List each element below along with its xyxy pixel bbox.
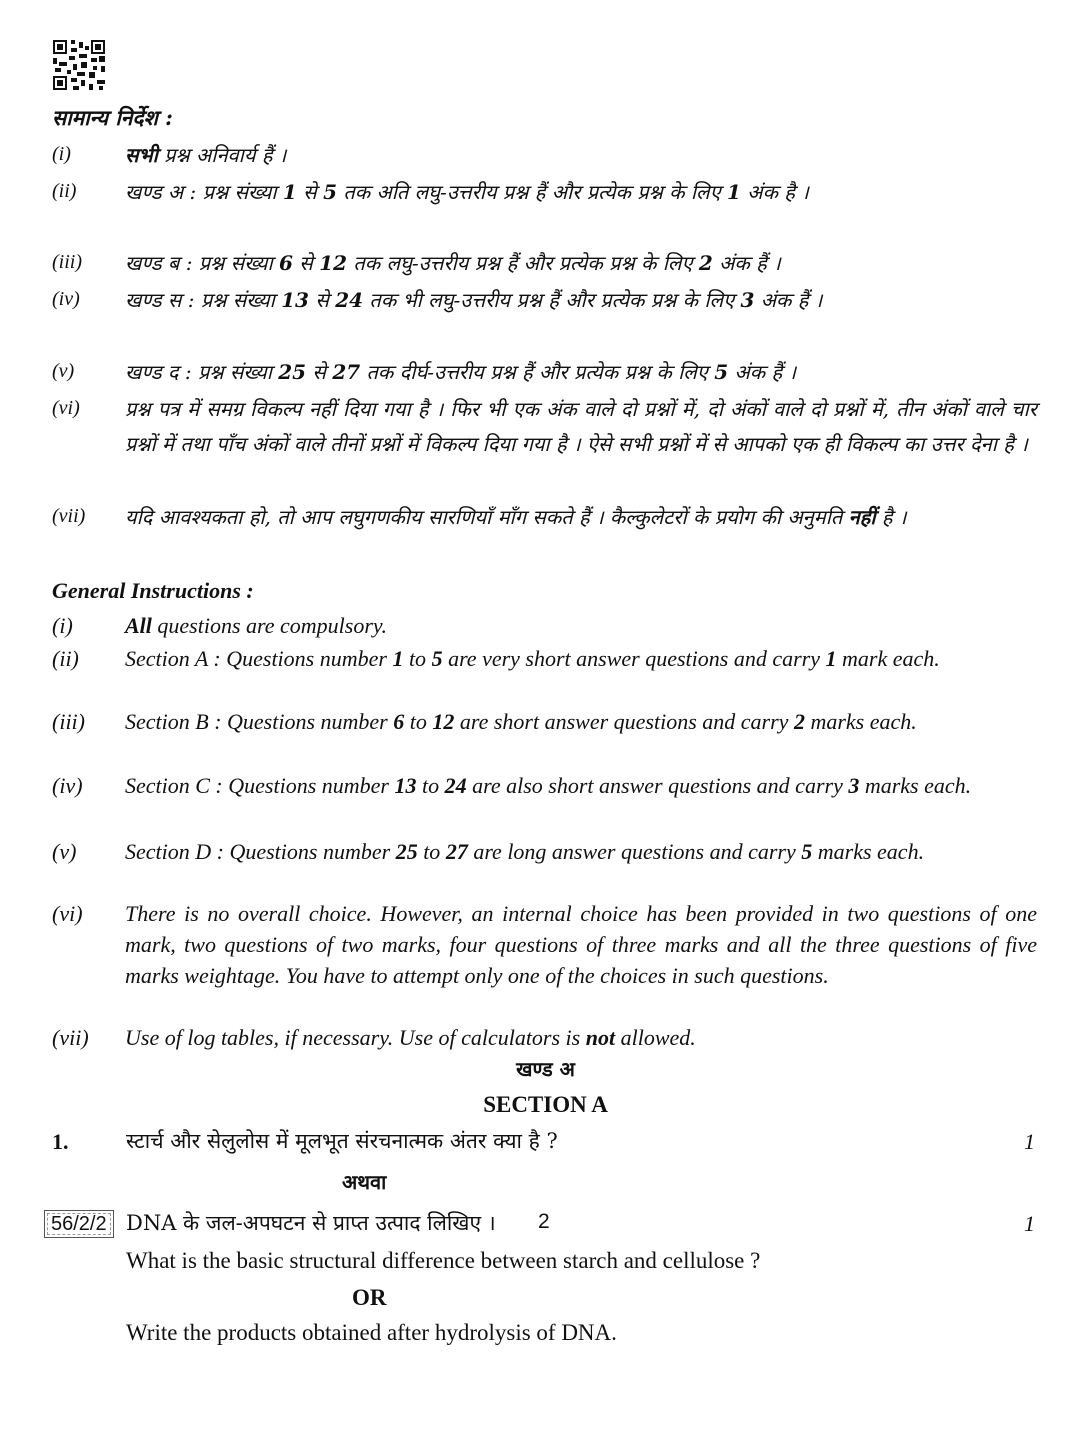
instruction-text: All questions are compulsory.	[125, 613, 387, 638]
hi-instruction-item	[52, 283, 1037, 318]
question-hindi-marks: 1	[1024, 1129, 1035, 1154]
instruction-text: Section D : Questions number 25 to 27 are long answer questions and carry 5 marks each.	[125, 839, 925, 864]
instruction-text: खण्ड स : प्रश्न संख्या 13 से 24 तक भी लघु-उत्तरीय प्रश्न हैं और प्रत्येक प्रश्न के लिए 3 अंक हैं ।	[125, 288, 823, 312]
hi-instruction-item	[52, 355, 1037, 390]
section-heading-hindi: खण्ड अ	[516, 1057, 575, 1081]
instruction-text: Section B : Questions number 6 to 12 are short answer questions and carry 2 marks each.	[125, 709, 917, 734]
instruction-number: (v)	[52, 360, 75, 382]
or-hindi: अथवा	[342, 1170, 387, 1194]
instruction-text: There is no overall choice. However, an internal choice has been provided in two questions of one mark, two questions of two marks, four questions of three marks and all the three questions of five marks weightage. You have to attempt only one of the choices in such questions.	[125, 901, 1037, 988]
instruction-text: खण्ड ब : प्रश्न संख्या 6 से 12 तक लघु-उत्तरीय प्रश्न हैं और प्रत्येक प्रश्न के लिए 2 अंक हैं ।	[125, 251, 781, 275]
instruction-text: खण्ड अ : प्रश्न संख्या 1 से 5 तक अति लघु-उत्तरीय प्रश्न हैं और प्रत्येक प्रश्न के लिए 1 अंक है ।	[125, 180, 809, 204]
en-instruction-item	[52, 1022, 1037, 1053]
instruction-text: यदि आवश्यकता हो, तो आप लघुगणकीय सारणियाँ माँग सकते हैं । कैल्कुलेटरों के प्रयोग की अनुमति नहीं है ।	[125, 505, 907, 529]
instruction-text: Section C : Questions number 13 to 24 are also short answer questions and carry 3 marks each.	[125, 773, 972, 798]
instruction-text: Section A : Questions number 1 to 5 are very short answer questions and carry 1 mark each.	[125, 646, 940, 671]
en-instruction-item	[52, 836, 1037, 867]
instruction-number: (vi)	[52, 397, 80, 419]
question-english: What is the basic structural difference between starch and cellulose ?	[126, 1248, 761, 1273]
instruction-number: (iii)	[52, 709, 85, 734]
question-hindi: स्टार्च और सेलुलोस में मूलभूत संरचनात्मक अंतर क्या है ?	[126, 1129, 558, 1153]
paper-code: 56/2/2	[44, 1210, 114, 1238]
instruction-number: (iii)	[52, 251, 82, 273]
section-heading-english: SECTION A	[483, 1092, 608, 1117]
page-number: 2	[538, 1210, 550, 1233]
question-english-alternative: Write the products obtained after hydrolysis of DNA.	[126, 1320, 617, 1345]
instruction-number: (vii)	[52, 1025, 89, 1050]
en-instruction-item	[52, 643, 1037, 674]
hi-instruction-item	[52, 246, 1037, 281]
instruction-number: (i)	[52, 613, 73, 638]
hi-instruction-item	[52, 175, 1037, 210]
hindi-instructions-heading: सामान्य निर्देश :	[52, 105, 173, 130]
english-instructions-heading: General Instructions :	[52, 578, 254, 603]
instruction-text: खण्ड द : प्रश्न संख्या 25 से 27 तक दीर्घ-उत्तरीय प्रश्न हैं और प्रत्येक प्रश्न के लिए 5 अंक हैं ।	[125, 360, 797, 384]
en-instruction-item	[52, 898, 1037, 991]
en-instruction-item	[52, 706, 1037, 737]
hi-instruction-item	[52, 138, 1037, 173]
instruction-text: प्रश्न पत्र में समग्र विकल्प नहीं दिया गया है । फिर भी एक अंक वाले दो प्रश्नों में, दो अंकों वाले दो प्रश्नों में, तीन अंकों वाले चार प्रश्नों में तथा पाँच अंकों वाले तीनों प्रश्नों में विकल्प दिया गया है । ऐसे सभी प्रश्नों में से आपको एक ही विकल्प का उत्तर देना है ।	[125, 397, 1037, 456]
hi-instruction-item	[52, 392, 1037, 462]
instruction-number: (ii)	[52, 180, 77, 202]
instruction-number: (vi)	[52, 901, 83, 926]
en-instruction-item	[52, 770, 1037, 801]
question-hindi-alternative-marks: 1	[1024, 1211, 1035, 1236]
instruction-number: (vii)	[52, 505, 86, 527]
instruction-number: (v)	[52, 839, 77, 864]
or-english: OR	[352, 1285, 387, 1310]
instruction-number: (iv)	[52, 288, 80, 310]
hi-instruction-item	[52, 500, 1037, 535]
question-hindi-alternative: DNA के जल-अपघटन से प्राप्त उत्पाद लिखिए ।	[126, 1211, 496, 1235]
question-number: 1.	[52, 1129, 69, 1154]
instruction-text: Use of log tables, if necessary. Use of calculators is not allowed.	[125, 1025, 696, 1050]
qr-code	[53, 40, 105, 90]
instruction-number: (iv)	[52, 773, 83, 798]
instruction-text: सभी प्रश्न अनिवार्य हैं ।	[125, 143, 287, 167]
instruction-number: (i)	[52, 143, 71, 165]
instruction-number: (ii)	[52, 646, 79, 671]
en-instruction-item	[52, 610, 1037, 641]
